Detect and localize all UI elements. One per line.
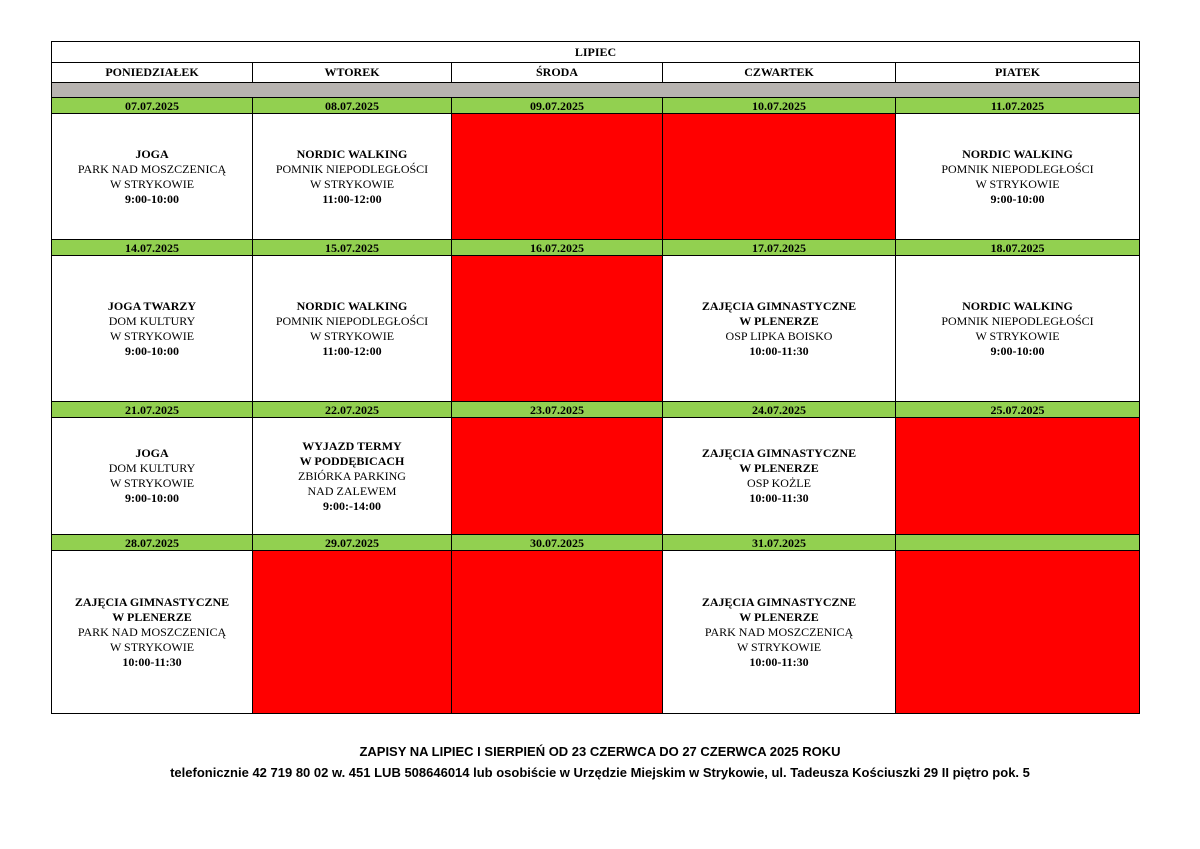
date-row [52,240,1140,256]
activity-time: 11:00-12:00 [322,343,382,358]
no-activity-cell [253,551,452,714]
activity-location: W STRYKOWIE [109,639,195,654]
activity-title: JOGA [135,146,169,161]
activity-location: POMNIK NIEPODLEGŁOŚCI [941,313,1094,328]
activity-location: DOM KULTURY [108,313,196,328]
activity-row [52,551,1140,714]
activity-time: 10:00-11:30 [749,343,809,358]
no-activity-cell [663,114,896,240]
activity-title: W PLENERZE [739,313,819,328]
activity-location: ZBIÓRKA PARKING [298,468,406,483]
date-cell: 14.07.2025 [52,240,253,256]
separator-row [52,83,1140,98]
date-cell: 29.07.2025 [253,535,452,551]
activity-location: W STRYKOWIE [309,328,395,343]
date-cell: 09.07.2025 [452,98,663,114]
date-cell: 11.07.2025 [896,98,1140,114]
activity-location: PARK NAD MOSZCZENICĄ [77,161,227,176]
date-cell [896,535,1140,551]
date-cell: 30.07.2025 [452,535,663,551]
date-cell: 15.07.2025 [253,240,452,256]
activity-cell [663,551,896,714]
day-header-friday: PIATEK [896,63,1140,83]
signup-notice: ZAPISY NA LIPIEC I SIERPIEŃ OD 23 CZERWCA DO 27 CZERWCA 2025 ROKU [359,744,841,759]
date-cell: 23.07.2025 [452,402,663,418]
activity-title: ZAJĘCIA GIMNASTYCZNE [701,594,857,609]
date-cell: 08.07.2025 [253,98,452,114]
day-header-wednesday: ŚRODA [452,63,663,83]
activity-cell [52,551,253,714]
activity-location: OSP LIPKA BOISKO [725,328,833,343]
activity-title: NORDIC WALKING [296,146,408,161]
activity-time: 10:00-11:30 [749,491,809,505]
activity-time: 9:00-10:00 [990,343,1045,358]
activity-title: W PLENERZE [739,461,819,475]
activity-location: POMNIK NIEPODLEGŁOŚCI [941,161,1094,176]
date-cell: 07.07.2025 [52,98,253,114]
date-row [52,402,1140,418]
activity-location: OSP KOŻLE [747,476,811,490]
date-cell: 18.07.2025 [896,240,1140,256]
activity-location: W STRYKOWIE [736,639,822,654]
date-row [52,98,1140,114]
no-activity-cell [896,418,1140,535]
day-header-tuesday: WTOREK [253,63,452,83]
activity-time: 9:00:-14:00 [323,498,381,513]
date-cell: 28.07.2025 [52,535,253,551]
activity-title: W PLENERZE [739,609,819,624]
activity-location: W STRYKOWIE [109,476,195,490]
activity-title: W PODDĘBICACH [299,453,405,468]
activity-time: 11:00-12:00 [322,191,382,206]
activity-location: NAD ZALEWEM [307,483,397,498]
contact-info: telefonicznie 42 719 80 02 w. 451 LUB 508646014 lub osobiście w Urzędzie Miejskim w Strykowie, ul. Tadeusza Kościuszki 29 II piętro pok. 5 [170,765,1030,780]
activity-cell [52,114,253,240]
date-cell: 24.07.2025 [663,402,896,418]
activity-cell [253,256,452,402]
activity-location: W STRYKOWIE [109,176,195,191]
activity-title: JOGA TWARZY [107,298,197,313]
activity-time: 10:00-11:30 [749,654,809,669]
activity-title: ZAJĘCIA GIMNASTYCZNE [74,594,230,609]
activity-location: W STRYKOWIE [975,328,1060,343]
activity-location: W STRYKOWIE [975,176,1060,191]
date-cell: 31.07.2025 [663,535,896,551]
activity-cell [52,418,253,535]
activity-cell [896,256,1140,402]
day-header-thursday: CZWARTEK [663,63,896,83]
activity-cell [896,114,1140,240]
date-cell: 25.07.2025 [896,402,1140,418]
activity-title: JOGA [135,446,169,460]
activity-location: PARK NAD MOSZCZENICĄ [704,624,854,639]
no-activity-cell [452,551,663,714]
month-title: LIPIEC [52,42,1140,63]
activity-title: ZAJĘCIA GIMNASTYCZNE [701,298,857,313]
activity-location: POMNIK NIEPODLEGŁOŚCI [275,313,429,328]
activity-title: NORDIC WALKING [962,298,1073,313]
date-row [52,535,1140,551]
activity-location: W STRYKOWIE [109,328,195,343]
activity-title: W PLENERZE [112,609,192,624]
no-activity-cell [452,114,663,240]
date-cell: 16.07.2025 [452,240,663,256]
activity-cell [253,114,452,240]
day-header-monday: PONIEDZIAŁEK [52,63,253,83]
activity-cell [52,256,253,402]
activity-cell [253,418,452,535]
activity-row [52,114,1140,240]
activity-row [52,418,1140,535]
schedule-table [51,41,1140,714]
activity-location: DOM KULTURY [108,461,196,475]
activity-time: 10:00-11:30 [122,654,182,669]
activity-time: 9:00-10:00 [990,191,1045,206]
activity-location: PARK NAD MOSZCZENICĄ [77,624,227,639]
activity-time: 9:00-10:00 [125,491,179,505]
activity-title: NORDIC WALKING [296,298,408,313]
date-cell: 21.07.2025 [52,402,253,418]
activity-location: W STRYKOWIE [309,176,395,191]
date-cell: 22.07.2025 [253,402,452,418]
activity-title: WYJAZD TERMY [302,438,402,453]
activity-row [52,256,1140,402]
date-cell: 17.07.2025 [663,240,896,256]
activity-title: ZAJĘCIA GIMNASTYCZNE [701,446,857,460]
activity-location: POMNIK NIEPODLEGŁOŚCI [275,161,429,176]
date-cell: 10.07.2025 [663,98,896,114]
activity-time: 9:00-10:00 [125,191,179,206]
no-activity-cell [896,551,1140,714]
no-activity-cell [452,256,663,402]
no-activity-cell [452,418,663,535]
activity-cell [663,418,896,535]
activity-title: NORDIC WALKING [962,146,1073,161]
activity-time: 9:00-10:00 [125,343,179,358]
activity-cell [663,256,896,402]
